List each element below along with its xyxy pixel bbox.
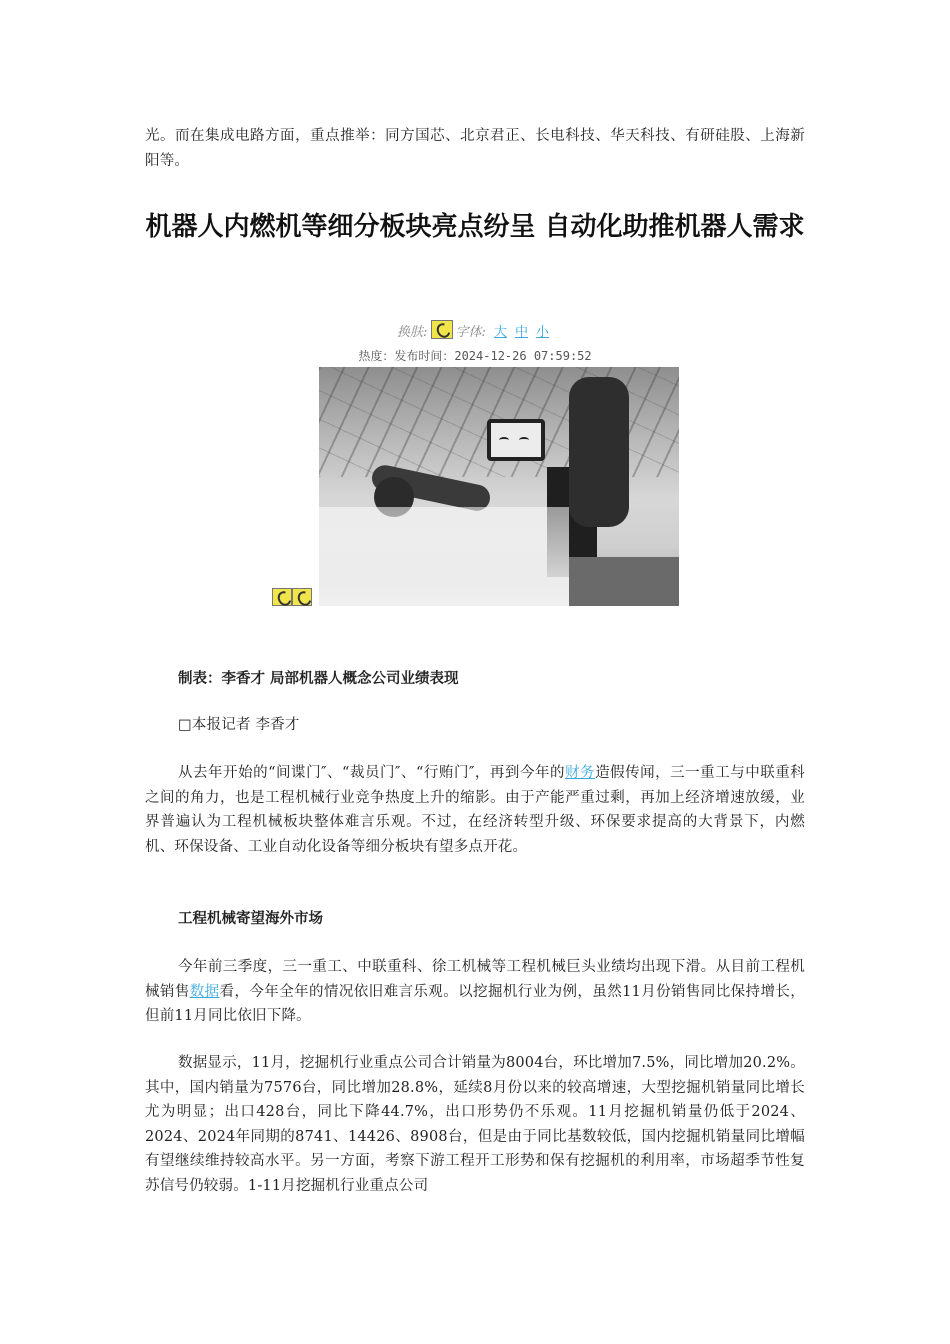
robot-screen xyxy=(487,419,545,461)
skin-label: 换肤: xyxy=(396,325,428,340)
p1-text-a: 从去年开始的“间谍门″、“裁员门″、“行贿门″，再到今年的 xyxy=(178,765,566,781)
section-heading: 工程机械寄望海外市场 xyxy=(178,911,323,927)
article-toolbar xyxy=(145,320,805,340)
table-caption-block xyxy=(145,667,805,691)
font-large-link[interactable]: 大 xyxy=(494,325,508,340)
font-medium-link[interactable]: 中 xyxy=(515,325,529,340)
article-title: 机器人内燃机等细分板块亮点纷呈 自动化助推机器人需求 xyxy=(145,212,805,242)
paragraph-1 xyxy=(145,761,805,859)
photo-nav-icons xyxy=(272,588,312,607)
prev-photo-icon[interactable] xyxy=(272,588,292,606)
p3-text: 数据显示，11月，挖掘机行业重点公司合计销量为8004台，环比增加7.5%，同比增加20.2%。其中，国内销量为7576台，同比增加28.8%，延续8月份以来的较高增速，大型挖掘机销量同比增长尤为明显；出口428台，同比下降44.7%，出口形势仍不乐观。11月挖掘机销量仍低于2024、2024、2024年同期的8741、14426、8908台，但是由于同比基数较低，国内挖掘机销量同比增幅有望继续维持较高水平。另一方面，考察下游工程开工形势和保有挖掘机的利用率，市场超季节性复苏信号仍较弱。1-11月挖掘机行业重点公司 xyxy=(145,1055,805,1194)
p1-text-b: 造假传闻，三一重工与中联重科之间的角力，也是工程机械行业竞争热度上升的缩影。由于产能严重过剩，再加上经济增速放缓，业界普遍认为工程机械板块整体难言乐观。不过，在经济转型升级、环保要求提高的大背景下，内燃机、环保设备、工业自动化设备等细分板块有望多点开花。 xyxy=(145,765,805,855)
byline: □本报记者 李香才 xyxy=(178,717,300,733)
p2-text-a: 今年前三季度，三一重工、中联重科、徐工机械等工程机械巨头业绩均出现下滑。从目前工程机械销售 xyxy=(145,959,805,1000)
paragraph-3 xyxy=(145,1051,805,1198)
font-label: 字体: xyxy=(455,325,486,340)
lead-paragraph: 光。而在集成电路方面，重点推举：同方国芯、北京君正、长电科技、华天科技、有研硅股、上海新阳等。 xyxy=(145,128,805,169)
font-small-link[interactable]: 小 xyxy=(536,325,550,340)
p2-text-b: 看，今年全年的情况依旧难言乐观。以挖掘机行业为例，虽然11月份销售同比保持增长，但前11月同比依旧下降。 xyxy=(145,983,805,1024)
article-photo-robot xyxy=(319,367,679,606)
data-link[interactable]: 数据 xyxy=(189,983,220,1000)
skin-switch-icon[interactable] xyxy=(431,320,453,339)
byline-block xyxy=(145,713,805,738)
article-meta: 热度：发布时间：2024-12-26 07:59:52 xyxy=(358,349,592,363)
next-photo-icon[interactable] xyxy=(292,588,312,606)
finance-link[interactable]: 财务 xyxy=(565,765,596,781)
section-heading-block xyxy=(145,907,805,931)
table-caption: 制表：李香才 局部机器人概念公司业绩表现 xyxy=(178,671,459,687)
paragraph-2 xyxy=(145,955,805,1029)
